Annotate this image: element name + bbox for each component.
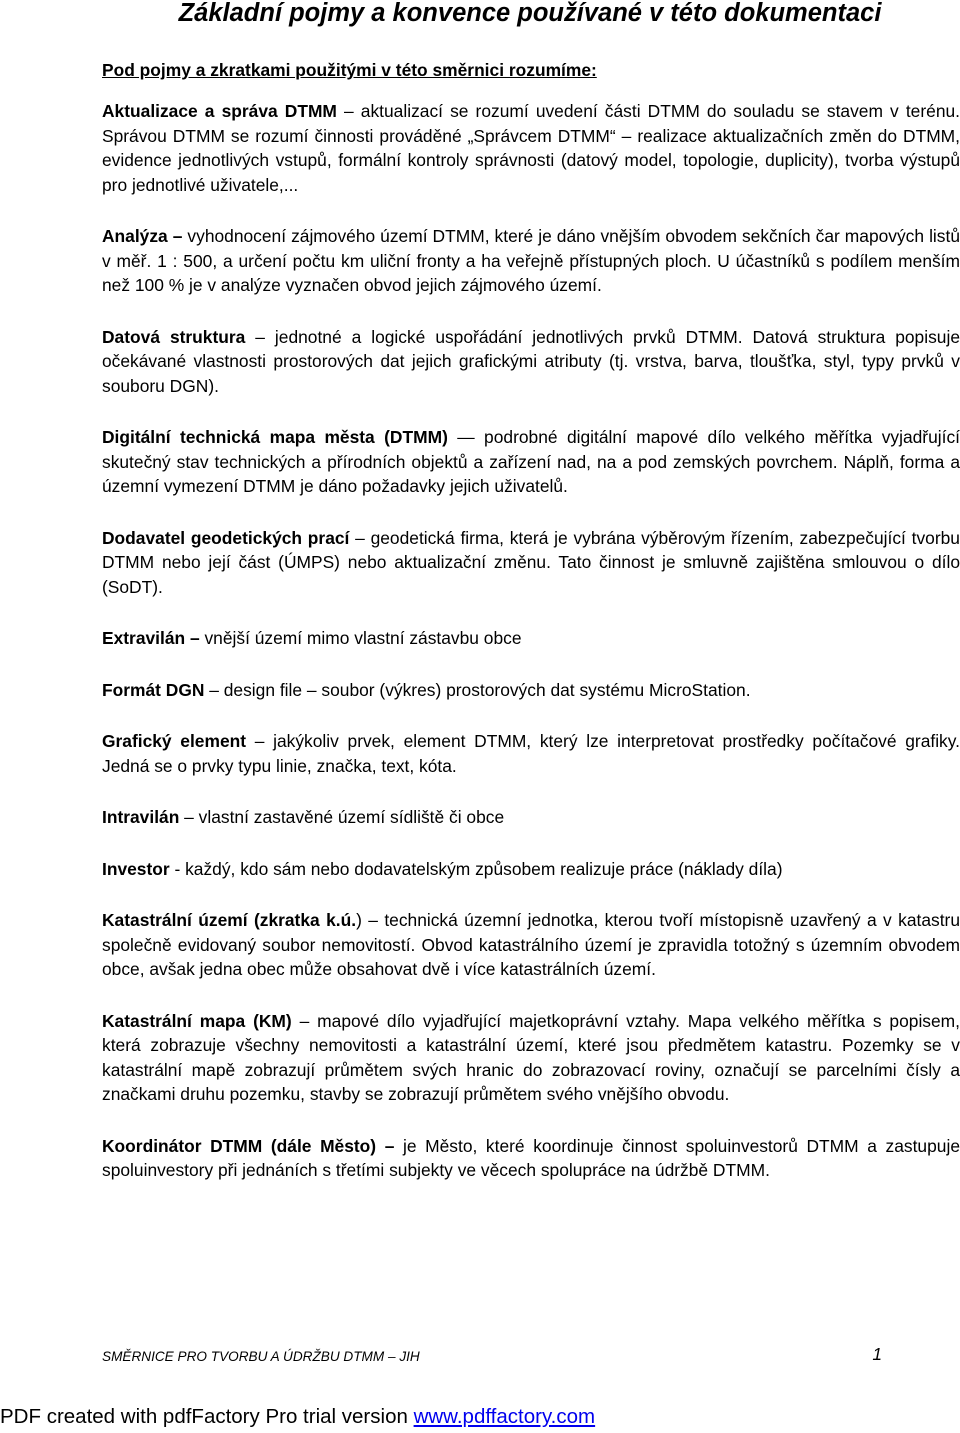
entry-term: Katastrální území (zkratka k.ú. [102,910,357,930]
entry-format-dgn [102,678,960,703]
entry-term: Datová struktura [102,326,246,347]
entry-term: Dodavatel geodetických prací [102,527,350,548]
entry-katastralni-uzemi [102,908,960,982]
entry-dtmm [102,425,960,499]
entry-text: — podrobné digitální mapové dílo velkého měřítka vyjadřující skutečný stav technických a přírodních objektů a zařízení nad, na a pod zemských povrchem. Náplň, forma a územní vymezení DTMM je dáno požadavky jejich uživatelů. [102,427,960,496]
entry-text: vnější území mimo vlastní zástavbu obce [199,628,522,648]
entry-text: je Město, které koordinuje činnost spoluinvestorů DTMM a zastupuje spoluinvestory při jednáních s třetími subjekty ve věcech spolupráce na údržbě DTMM. [102,1135,960,1180]
entry-term: Investor [102,858,170,879]
entry-text: – geodetická firma, která je vybrána výběrovým řízením, zabezpečující tvorbu DTMM nebo její část (ÚMPS) nebo aktualizační změnu. Tato činnost je smluvně zajištěna smlouvou o dílo (SoDT). [102,527,960,597]
entry-term: Grafický element [102,731,247,751]
entry-datova-struktura [102,325,960,399]
entry-analyza [102,224,960,298]
entry-text: – jakýkoliv prvek, element DTMM, který lze interpretovat prostředky počítačové grafiky. Jedná se o prvky typu linie, značka, text, kóta. [102,731,960,776]
entry-text: vyhodnocení zájmového území DTMM, které je dáno vnějším obvodem sekčních čar mapových listů v měř. 1 : 500, a určení počtu km uliční fronty a ha veřejně přístupných ploch. U účastníků s podílem menším než 100 % je v analýze vyznačen obvod jejich zájmového území. [102,226,960,295]
page-number: 1 [872,1344,882,1364]
entry-dodavatel [102,526,960,600]
entry-graficky-element [102,729,960,778]
entry-text: – mapové dílo vyjadřující majetkoprávní vztahy. Mapa velkého měřítka s popisem, která zobrazuje všechny nemovitosti a katastrální území, které jsou předmětem katastru. Pozemky se v katastrální mapě zobrazují průmětem svých hranic do zobrazovací roviny, označují se parcelními čísly a značkami druhu pozemku, stavby se zobrazují průmětem svého vnějšího obvodu. [102,1010,960,1104]
intro-heading: Pod pojmy a zkratkami použitými v této směrnici rozumíme: [102,60,597,80]
footer-text: SMĚRNICE PRO TVORBU A ÚDRŽBU DTMM – JIH [102,1349,420,1364]
entry-text: – design file – soubor (výkres) prostorových dat systému MicroStation. [204,679,751,700]
entry-koordinator [102,1134,960,1183]
entry-term: Formát DGN [102,679,205,700]
pdffactory-link[interactable]: www.pdffactory.com [413,1405,596,1428]
pdf-creator-banner [0,1404,960,1430]
entry-intravilan [102,805,960,830]
entry-investor [102,857,960,882]
entry-extravilan [102,626,960,651]
banner-text: PDF created with pdfFactory Pro trial version [0,1405,414,1428]
entry-text: ) – technická územní jednotka, kterou tvoří místopisně uzavřený a v katastru společně evidovaný soubor nemovitostí. Obvod katastrálního území je zpravidla totožný s územním obvodem obce, avšak jedna obec může obsahovat dvě i více katastrálních území. [102,910,960,979]
entry-text: – vlastní zastavěné území sídliště či obce [179,807,505,827]
document-body [102,58,960,1210]
entry-aktualizace [102,99,960,197]
entry-term: Aktualizace a správa DTMM [102,101,337,121]
entry-katastralni-mapa [102,1009,960,1107]
entry-term: Koordinátor DTMM (dále Město) – [102,1135,395,1156]
entry-term: Analýza – [102,226,183,246]
page-title: Základní pojmy a konvence používané v této dokumentaci [178,0,882,27]
entry-text: – aktualizací se rozumí uvedení části DTMM do souladu se stavem v terénu. Správou DTMM se rozumí činnosti prováděné „Správcem DTMM“ – realizace aktualizačních změn do DTMM, evidence jednotlivých vstupů, formální kontroly správnosti (datový model, topologie, duplicity), tvorba výstupů pro jednotlivé uživatele,... [102,101,960,195]
entry-text: - každý, kdo sám nebo dodavatelským způsobem realizuje práce (náklady díla) [169,858,783,879]
entry-term: Extravilán – [102,628,200,648]
entry-text: – jednotné a logické uspořádání jednotlivých prvků DTMM. Datová struktura popisuje očekávané vlastnosti prostorových dat jejich grafickými atributy (tj. vrstva, barva, tloušťka, styl, typy prvků v souboru DGN). [102,326,960,396]
page-footer [102,1344,882,1367]
entry-term: Digitální technická mapa města (DTMM) [102,427,448,447]
entry-term: Katastrální mapa (KM) [102,1010,292,1031]
entry-term: Intravilán [102,807,180,827]
